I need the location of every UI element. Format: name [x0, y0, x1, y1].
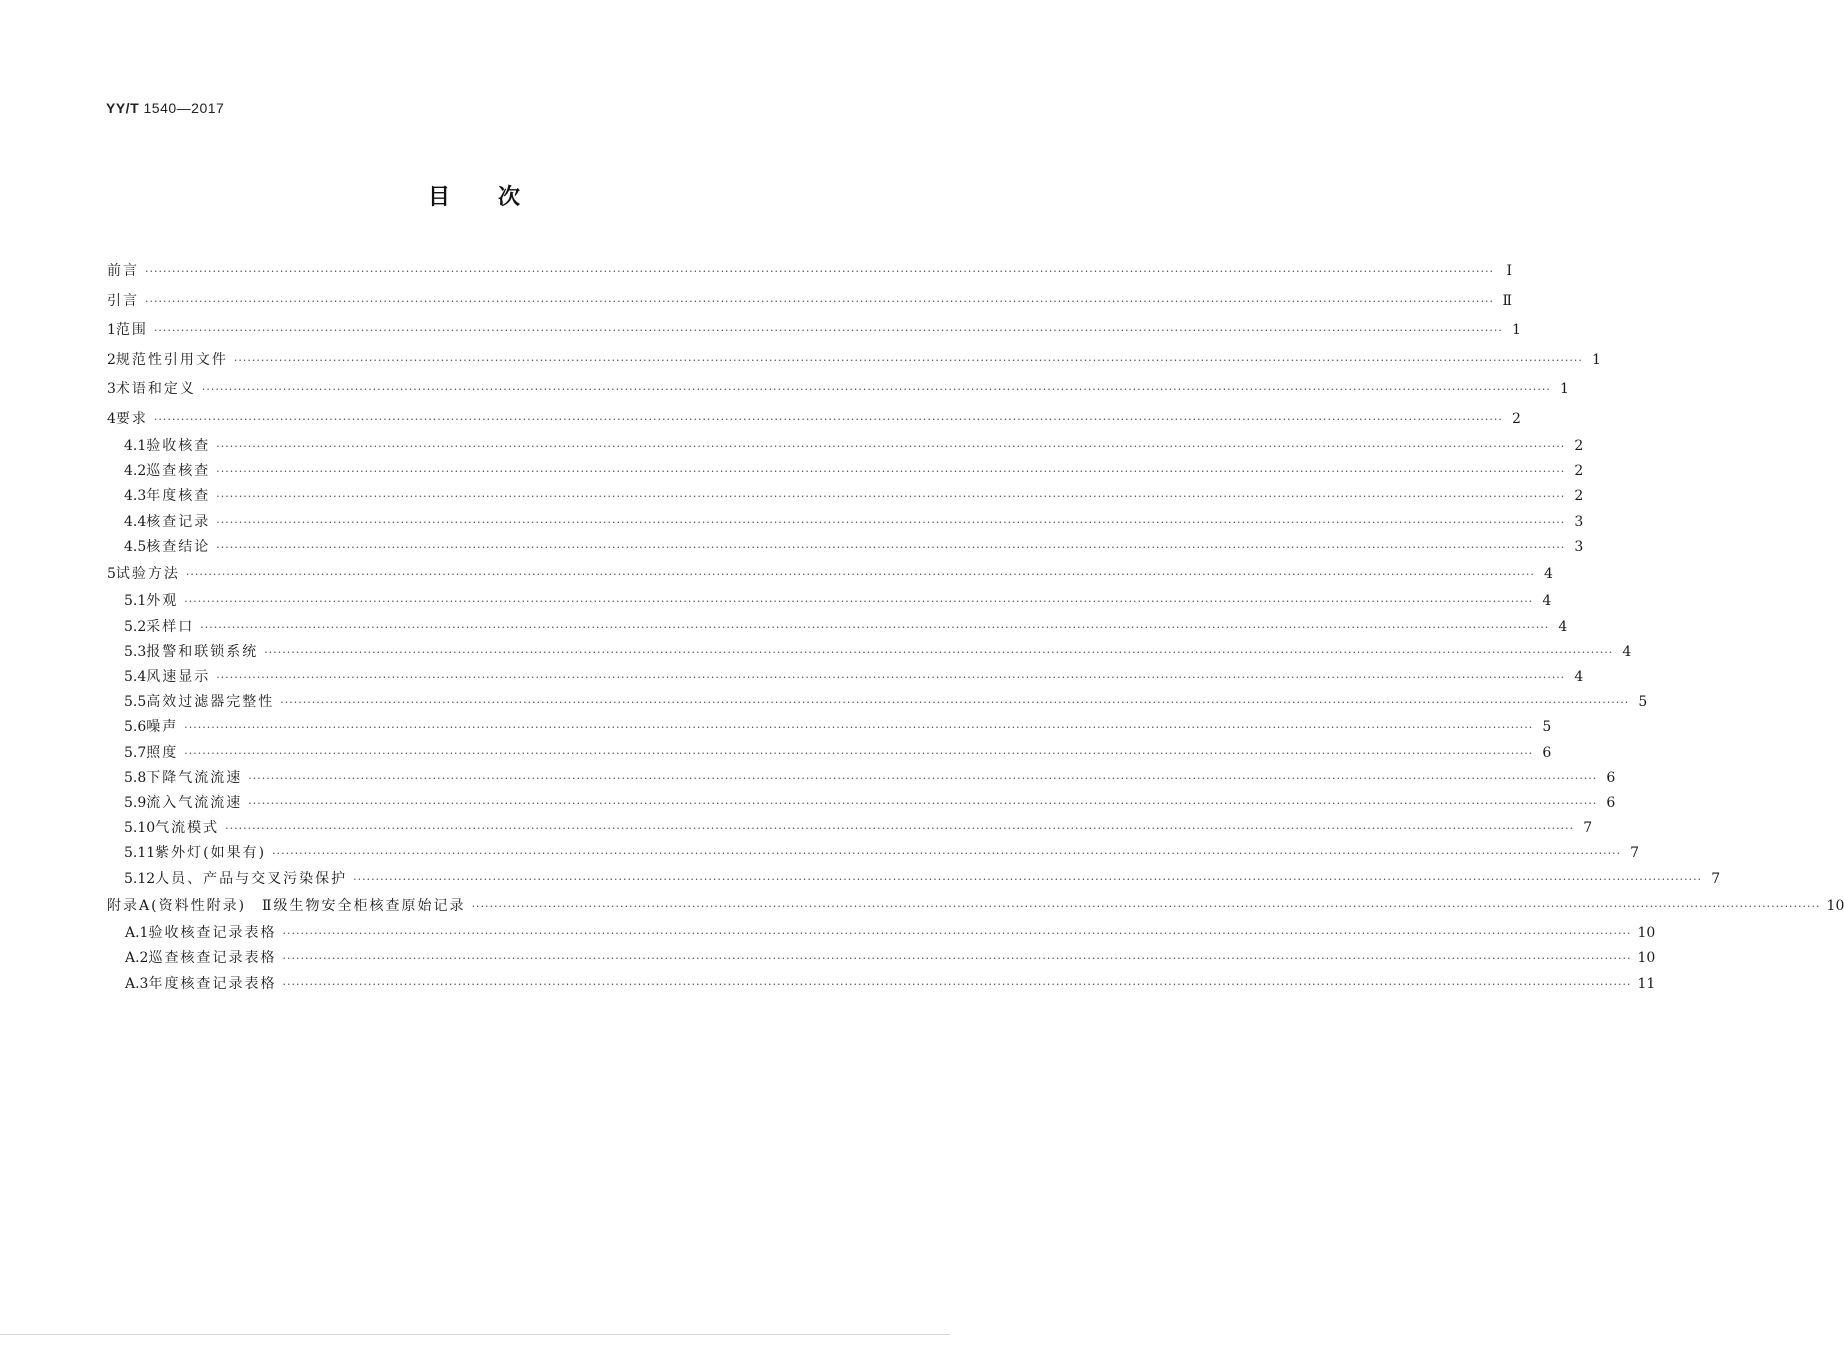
toc-entry-label: 试验方法: [115, 565, 180, 582]
toc-entry[interactable]: [107, 972, 1656, 997]
toc-entry-number: 5.1: [124, 593, 147, 610]
toc-entry[interactable]: [107, 287, 1512, 317]
toc-entry-number: 2: [107, 351, 116, 368]
toc-entry-label: 附录A(资料性附录) Ⅱ级生物安全柜核查原始记录: [107, 897, 466, 914]
toc-entry-number: 5.2: [124, 618, 147, 635]
toc-entry-page: 10: [1826, 897, 1844, 914]
toc-entry-label: 报警和联锁系统: [146, 643, 259, 660]
toc-entry-label: 巡查核查记录表格: [148, 950, 277, 967]
table-of-contents: [107, 257, 1844, 997]
toc-entry-page: 4: [1543, 565, 1553, 582]
toc-entry-page: 4: [1542, 593, 1552, 610]
toc-entry[interactable]: [107, 375, 1569, 405]
toc-entry-label: 风速显示: [146, 669, 211, 685]
toc-dot-leader: ············································································································································································································································································································: [216, 490, 1566, 504]
toc-dot-leader: ············································································································································································································································································································: [200, 620, 1550, 634]
toc-entry-page: 7: [1583, 820, 1593, 837]
toc-entry-label: 噪声: [146, 719, 179, 736]
toc-entry-page: 7: [1630, 845, 1640, 862]
toc-entry-label: 验收核查: [146, 438, 211, 454]
toc-entry[interactable]: [107, 841, 1640, 866]
toc-entry-page: Ⅱ: [1502, 292, 1512, 309]
toc-entry[interactable]: [107, 791, 1616, 816]
toc-entry-page: 2: [1574, 463, 1584, 480]
toc-entry[interactable]: [107, 741, 1552, 766]
toc-entry-number: 4: [107, 410, 116, 427]
toc-entry-page: 7: [1711, 870, 1721, 887]
toc-dot-leader: ············································································································································································································································································································: [264, 645, 1614, 659]
standard-code-number: 1540—2017: [143, 100, 225, 116]
toc-entry-number: 5.3: [124, 643, 147, 660]
toc-entry[interactable]: [107, 690, 1648, 715]
toc-dot-leader: ············································································································································································································································································································: [248, 796, 1598, 810]
toc-entry-label: 规范性引用文件: [115, 351, 228, 368]
toc-dot-leader: ············································································································································································································································································································: [280, 696, 1630, 710]
toc-entry-page: 2: [1574, 488, 1584, 505]
toc-entry-label: 前言: [107, 263, 139, 279]
toc-entry-page: 11: [1637, 975, 1656, 992]
toc-dot-leader: ············································································································································································································································································································: [272, 847, 1622, 861]
toc-entry-page: 2: [1574, 438, 1584, 454]
toc-entry-page: 10: [1637, 925, 1656, 942]
toc-entry[interactable]: [107, 816, 1593, 841]
toc-entry-number: 1: [107, 322, 116, 338]
toc-entry[interactable]: [107, 715, 1552, 740]
toc-entry-number: 4.5: [124, 538, 147, 555]
toc-entry-label: 高效过滤器完整性: [146, 694, 275, 711]
toc-dot-leader: ············································································································································································································································································································: [216, 671, 1566, 684]
toc-dot-leader: ············································································································································································································································································································: [153, 324, 1503, 337]
toc-dot-leader: ············································································································································································································································································································: [282, 927, 1632, 941]
toc-dot-leader: ············································································································································································································································································································: [225, 822, 1575, 836]
toc-entry-page: 10: [1637, 950, 1656, 967]
toc-entry[interactable]: [107, 257, 1512, 287]
page-title-part2: 次: [498, 185, 523, 210]
toc-entry-label: 巡查核查: [146, 463, 211, 480]
toc-entry-page: 4: [1558, 618, 1568, 635]
toc-entry-number: 4.3: [124, 488, 147, 505]
toc-entry-page: 5: [1638, 694, 1648, 711]
page-title-part1: 目: [427, 185, 452, 210]
toc-entry-label: 下降气流流速: [146, 769, 243, 786]
toc-entry-number: 5.8: [124, 769, 147, 786]
toc-entry-label: 流入气流流速: [146, 794, 243, 811]
toc-entry-label: 术语和定义: [115, 381, 196, 397]
toc-dot-leader: ············································································································································································································································································································: [184, 746, 1534, 760]
toc-dot-leader: ············································································································································································································································································································: [216, 440, 1566, 453]
toc-entry-page: 1: [1591, 351, 1601, 368]
toc-entry-label: 外观: [146, 593, 179, 610]
toc-dot-leader: ············································································································································································································································································································: [233, 353, 1583, 367]
toc-entry-label: 人员、产品与交叉污染保护: [155, 870, 348, 887]
toc-entry-label: 紫外灯(如果有): [155, 845, 267, 862]
toc-entry-number: 5.10: [124, 820, 156, 837]
toc-entry-number: 3: [107, 381, 116, 397]
toc-entry[interactable]: [107, 867, 1721, 892]
toc-entry[interactable]: [107, 560, 1553, 590]
footer-rule: [0, 1334, 950, 1335]
toc-entry-page: 4: [1574, 669, 1584, 685]
toc-entry[interactable]: [107, 921, 1656, 946]
toc-dot-leader: ············································································································································································································································································································: [153, 412, 1503, 426]
toc-dot-leader: ············································································································································································································································································································: [145, 294, 1494, 308]
toc-entry-label: 引言: [107, 292, 139, 309]
toc-entry[interactable]: [107, 316, 1521, 346]
toc-entry-page: 3: [1574, 513, 1584, 530]
toc-entry-page: 1: [1559, 381, 1569, 397]
toc-entry-number: 5.7: [124, 744, 147, 761]
toc-entry-number: 4.4: [124, 513, 147, 530]
toc-dot-leader: ············································································································································································································································································································: [282, 977, 1632, 991]
toc-entry[interactable]: [107, 589, 1552, 614]
toc-entry-page: 3: [1574, 538, 1584, 555]
toc-entry-label: 要求: [115, 410, 148, 427]
toc-entry-label: 气流模式: [155, 820, 220, 837]
toc-entry[interactable]: [107, 640, 1632, 665]
toc-dot-leader: ············································································································································································································································································································: [216, 515, 1566, 529]
toc-dot-leader: ············································································································································································································································································································: [145, 265, 1494, 278]
toc-entry[interactable]: [107, 484, 1584, 509]
toc-dot-leader: ············································································································································································································································································································: [185, 567, 1535, 581]
toc-dot-leader: ············································································································································································································································································································: [353, 872, 1703, 886]
standard-code: [106, 100, 224, 116]
toc-entry-number: 5.4: [124, 669, 147, 685]
toc-entry-label: 验收核查记录表格: [148, 925, 277, 942]
toc-dot-leader: ············································································································································································································································································································: [201, 383, 1551, 396]
toc-entry-label: 年度核查: [146, 488, 211, 505]
toc-entry[interactable]: [107, 665, 1584, 690]
toc-entry-number: 5.6: [124, 719, 147, 736]
toc-entry[interactable]: [107, 510, 1584, 535]
toc-entry-number: 5.5: [124, 694, 147, 711]
toc-entry-number: 4.1: [124, 438, 147, 454]
toc-dot-leader: ············································································································································································································································································································: [282, 952, 1632, 966]
standard-code-prefix: YY/T: [106, 100, 140, 116]
toc-entry-number: 5.9: [124, 794, 147, 811]
toc-entry-page: 5: [1542, 719, 1552, 736]
toc-entry[interactable]: [107, 459, 1584, 484]
toc-entry-page: 1: [1511, 322, 1521, 338]
toc-entry-number: 4.2: [124, 463, 147, 480]
toc-entry[interactable]: [107, 346, 1601, 376]
toc-entry-page: 2: [1511, 410, 1521, 427]
toc-entry-page: 6: [1542, 744, 1552, 761]
toc-entry[interactable]: [107, 405, 1521, 435]
toc-entry-page: Ⅰ: [1506, 263, 1512, 279]
toc-entry-number: A.3: [125, 975, 149, 992]
toc-entry[interactable]: [107, 892, 1844, 922]
toc-entry-label: 年度核查记录表格: [148, 975, 277, 992]
toc-entry[interactable]: [107, 535, 1584, 560]
toc-entry-label: 照度: [146, 744, 179, 761]
toc-dot-leader: ············································································································································································································································································································: [216, 465, 1566, 479]
toc-dot-leader: ············································································································································································································································································································: [248, 771, 1598, 785]
toc-entry[interactable]: [107, 615, 1568, 640]
toc-entry-page: 6: [1606, 769, 1616, 786]
toc-entry-label: 核查记录: [146, 513, 211, 530]
toc-dot-leader: ············································································································································································································································································································: [216, 540, 1566, 554]
toc-entry[interactable]: [107, 766, 1616, 791]
toc-entry-page: 4: [1622, 643, 1632, 660]
toc-entry-number: 5.12: [124, 870, 156, 887]
toc-entry-page: 6: [1606, 794, 1616, 811]
toc-entry[interactable]: [107, 434, 1584, 459]
page-title: [0, 180, 950, 211]
toc-dot-leader: ············································································································································································································································································································: [184, 721, 1534, 735]
toc-entry-label: 核查结论: [146, 538, 211, 555]
toc-entry-label: 范围: [115, 322, 148, 338]
toc-entry[interactable]: [107, 946, 1656, 971]
toc-dot-leader: ············································································································································································································································································································: [184, 595, 1534, 609]
toc-entry-number: A.1: [125, 925, 149, 942]
toc-entry-number: 5.11: [124, 845, 156, 862]
toc-dot-leader: ············································································································································································································································································································: [471, 899, 1821, 913]
toc-entry-number: 5: [107, 565, 116, 582]
toc-entry-number: A.2: [125, 950, 149, 967]
toc-entry-label: 采样口: [146, 618, 195, 635]
